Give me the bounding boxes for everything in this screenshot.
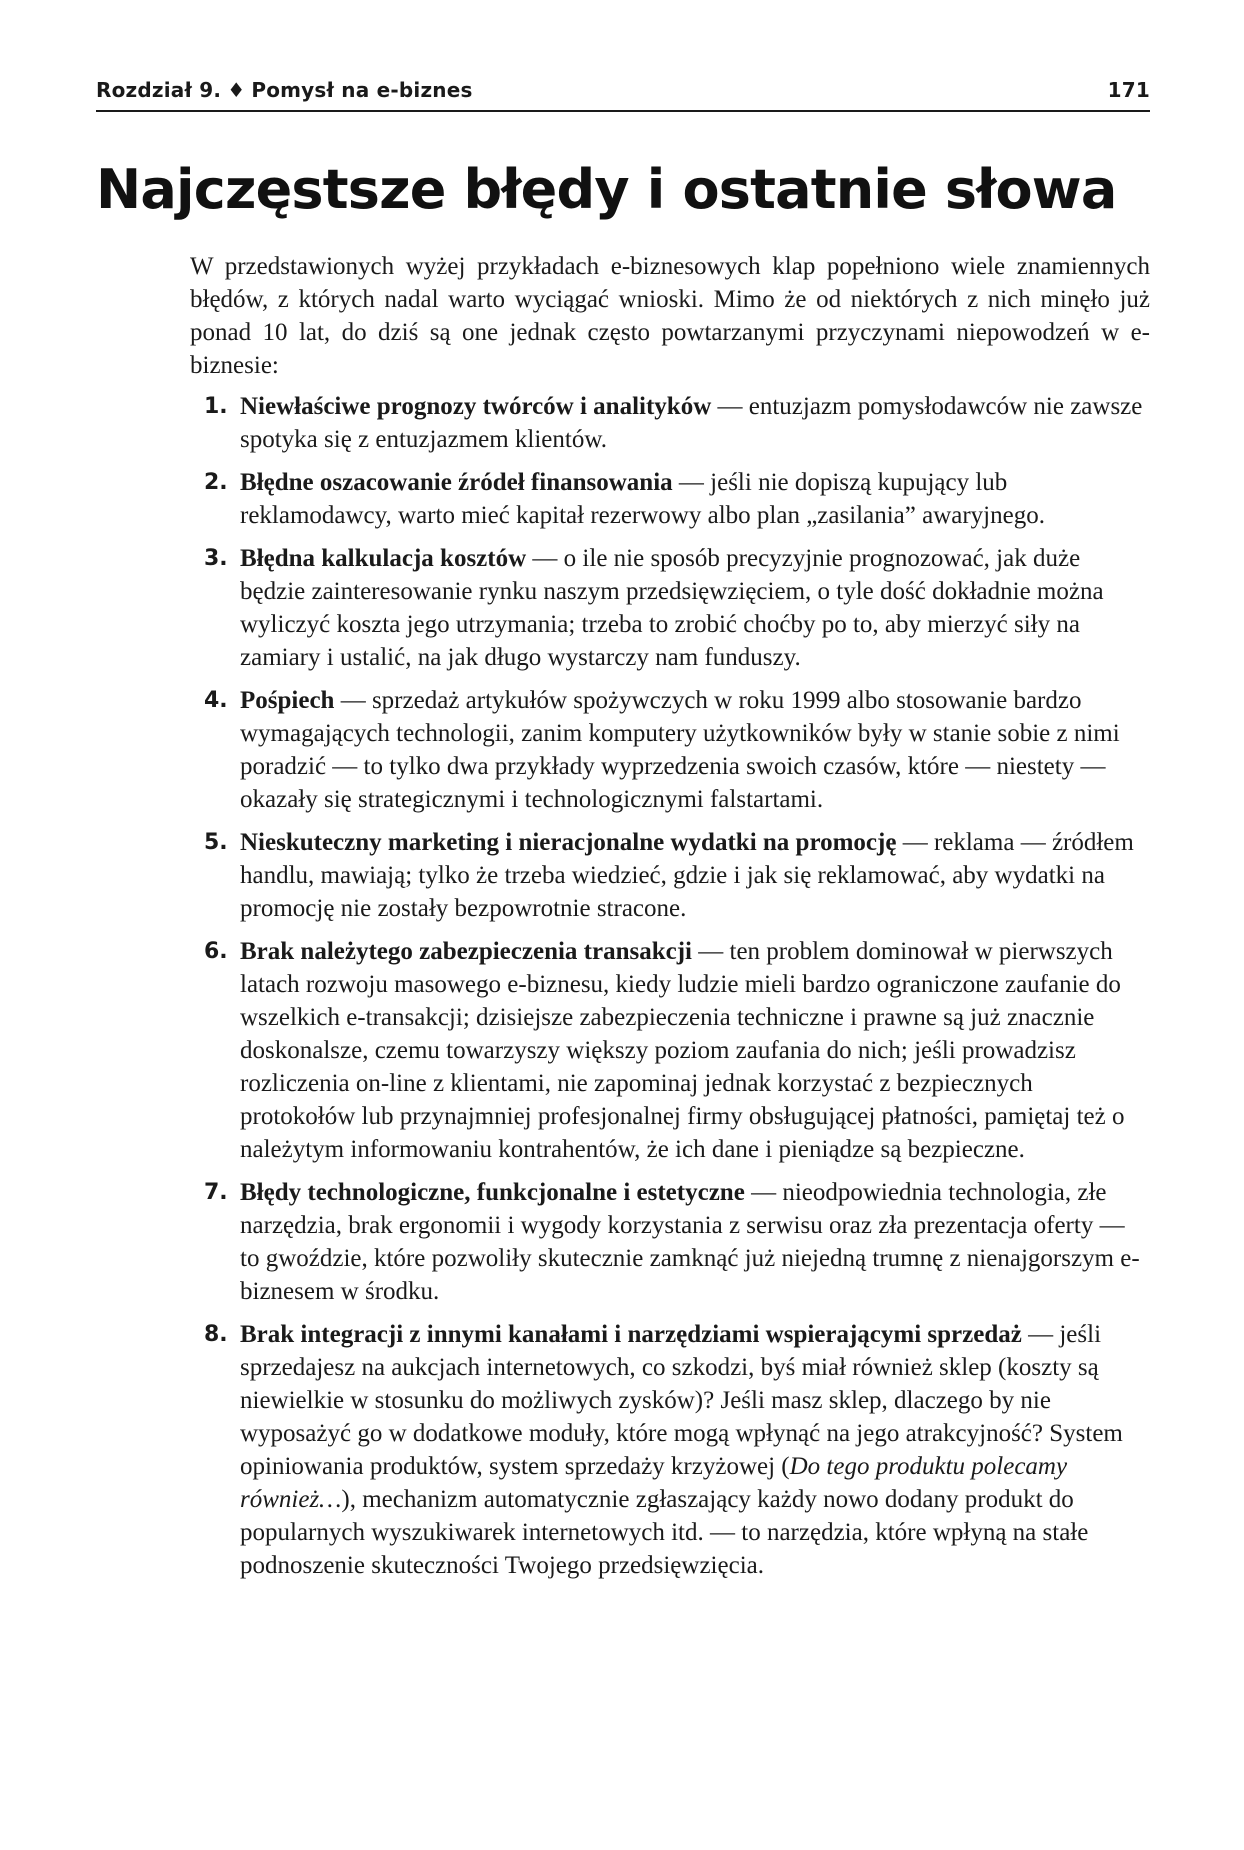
item-term: Brak integracji z innymi kanałami i narzędziami wspierającymi sprzedaż: [240, 1321, 1022, 1348]
list-item: [204, 684, 1150, 816]
errors-list: [190, 390, 1150, 1582]
item-italic-text: Do tego produktu polecamy również…: [240, 1453, 1068, 1513]
list-item: [204, 466, 1150, 532]
page-number: 171: [1107, 78, 1150, 102]
intro-paragraph: W przedstawionych wyżej przykładach e-biznesowych klap popełniono wiele znamiennych błędów, z których nadal warto wyciągać wnioski. Mimo że od niektórych z nich minęło już ponad 10 lat, do dziś są one jednak często powtarzanymi przyczynami niepowodzeń w e-biznesie:: [190, 253, 1150, 379]
item-term: Błędna kalkulacja kosztów: [240, 545, 527, 572]
item-text: ), mechanizm automatycznie zgłaszający każdy nowo dodany produkt do popularnych wyszukiwarek internetowych itd. — to narzędzia, które wpłyną na stałe podnoszenie skuteczności Twojego przedsięwzięcia.: [240, 1486, 1089, 1579]
item-text: — sprzedaż artykułów spożywczych w roku 1999 albo stosowanie bardzo wymagających technologii, zanim komputery użytkowników były w stanie sobie z nimi poradzić — to tylko dwa przykłady wyprzedzenia swoich czasów, które — niestety — okazały się strategicznymi i technologicznymi falstartami.: [240, 687, 1120, 813]
item-number: 2.: [204, 470, 228, 495]
item-number: 4.: [204, 688, 228, 713]
list-item: [204, 542, 1150, 674]
item-number: 6.: [204, 939, 228, 964]
list-item: [204, 1176, 1150, 1308]
list-item: [204, 935, 1150, 1166]
list-item: [204, 826, 1150, 925]
chapter-title: Pomysł na e-biznes: [251, 78, 473, 102]
item-number: 8.: [204, 1322, 228, 1347]
item-text: — o ile nie sposób precyzyjnie prognozować, jak duże będzie zainteresowanie rynku naszym przedsięwzięciem, o tyle dość dokładnie można wyliczyć koszta jego utrzymania; trzeba to zrobić choćby po to, aby mierzyć siły na zamiary i ustalić, na jak długo wystarczy nam funduszy.: [240, 545, 1104, 671]
item-text: — entuzjazm pomysłodawców nie zawsze spotyka się z entuzjazmem klientów.: [240, 393, 1143, 453]
item-term: Nieskuteczny marketing i nieracjonalne wydatki na promocję: [240, 829, 897, 856]
item-term: Pośpiech: [240, 687, 335, 714]
item-text: — jeśli nie dopiszą kupujący lub reklamodawcy, warto mieć kapitał rezerwowy albo plan „zasilania” awaryjnego.: [240, 469, 1045, 529]
list-item: [204, 1318, 1150, 1582]
running-head: [96, 76, 1150, 112]
chapter-label: Rozdział 9. ♦ Pomysł na e-biznes: [96, 78, 473, 102]
item-term: Niewłaściwe prognozy twórców i analityków: [240, 393, 712, 420]
item-text: — jeśli sprzedajesz na aukcjach internetowych, co szkodzi, byś miał również sklep (koszty są niewielkie w stosunku do możliwych zysków)? Jeśli masz sklep, dlaczego by nie wyposażyć go w dodatkowe moduły, które mogą wpłynąć na jego atrakcyjność? System opiniowania produktów, system sprzedaży krzyżowej (: [240, 1321, 1123, 1480]
item-text: — nieodpowiednia technologia, złe narzędzia, brak ergonomii i wygody korzystania z serwisu oraz zła prezentacja oferty — to gwoździe, które pozwoliły skutecznie zamknąć już niejedną trumnę z nienajgorszym e-biznesem w środku.: [240, 1179, 1140, 1305]
item-term: Błędne oszacowanie źródeł finansowania: [240, 469, 673, 496]
item-number: 3.: [204, 546, 228, 571]
page-title: Najczęstsze błędy i ostatnie słowa: [96, 158, 1117, 221]
diamond-separator-icon: ♦: [227, 78, 246, 102]
body-text: [190, 250, 1150, 1592]
item-term: Błędy technologiczne, funkcjonalne i estetyczne: [240, 1179, 745, 1206]
list-item: [204, 390, 1150, 456]
item-text: — ten problem dominował w pierwszych latach rozwoju masowego e-biznesu, kiedy ludzie mieli bardzo ograniczone zaufanie do wszelkich e-transakcji; dzisiejsze zabezpieczenia techniczne i prawne są już znacznie doskonalsze, czemu towarzyszy większy poziom zaufania do nich; jeśli prowadzisz rozliczenia on-line z klientami, nie zapominaj jednak korzystać z bezpiecznych protokołów lub przynajmniej profesjonalnej firmy obsługującej płatności, pamiętaj też o należytym informowaniu kontrahentów, że ich dane i pieniądze są bezpieczne.: [240, 938, 1125, 1163]
item-number: 7.: [204, 1180, 228, 1205]
item-number: 1.: [204, 394, 228, 419]
item-term: Brak należytego zabezpieczenia transakcji: [240, 938, 692, 965]
item-number: 5.: [204, 830, 228, 855]
item-text: — reklama — źródłem handlu, mawiają; tylko że trzeba wiedzieć, gdzie i jak się reklamować, aby wydatki na promocję nie zostały bezpowrotnie stracone.: [240, 829, 1134, 922]
